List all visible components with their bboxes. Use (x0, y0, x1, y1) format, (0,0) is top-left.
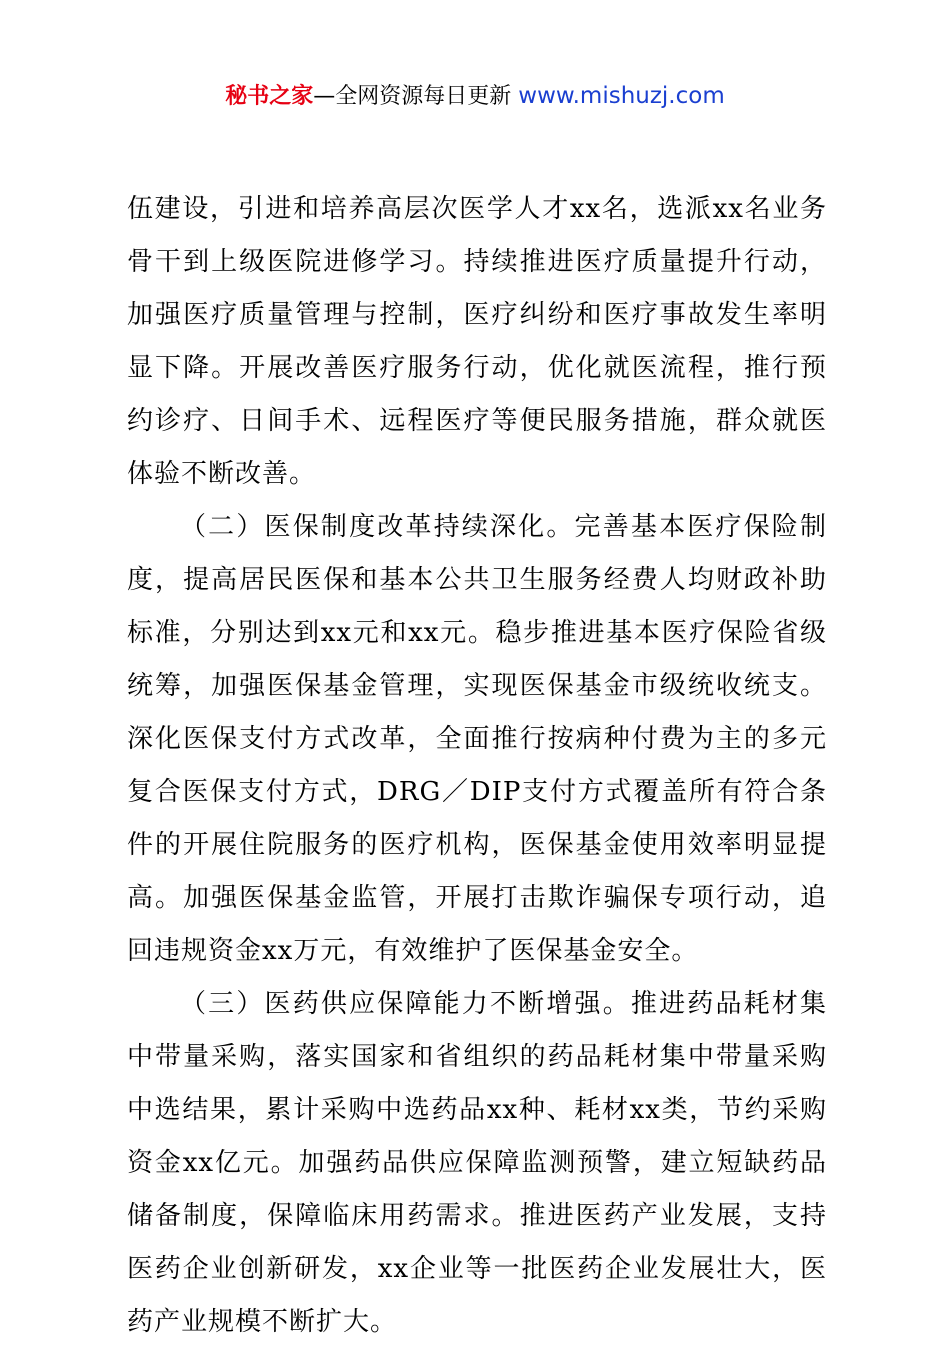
paragraph-section-3: （三）医药供应保障能力不断增强。推进药品耗材集中带量采购，落实国家和省组织的药品耗材集中带量采购中选结果，累计采购中选药品xx种、耗材xx类，节约采购资金xx亿元。加强药品供应保障监测预警，建立短缺药品储备制度，保障临床用药需求。推进医药产业发展，支持医药企业创新研发，xx企业等一批医药企业发展壮大，医药产业规模不断扩大。 (127, 989, 827, 1337)
paragraph-continuation: 伍建设，引进和培养高层次医学人才xx名，选派xx名业务骨干到上级医院进修学习。持续推进医疗质量提升行动，加强医疗质量管理与控制，医疗纠纷和医疗事故发生率明显下降。开展改善医疗服务行动，优化就医流程，推行预约诊疗、日间手术、远程医疗等便民服务措施，群众就医体验不断改善。 (127, 194, 827, 489)
document-body (127, 183, 827, 1349)
paragraph-section-2: （二）医保制度改革持续深化。完善基本医疗保险制度，提高居民医保和基本公共卫生服务经费人均财政补助标准，分别达到xx元和xx元。稳步推进基本医疗保险省级统筹，加强医保基金管理，实现医保基金市级统收统支。深化医保支付方式改革，全面推行按病种付费为主的多元复合医保支付方式，DRG／DIP支付方式覆盖所有符合条件的开展住院服务的医疗机构，医保基金使用效率明显提高。加强医保基金监管，开展打击欺诈骗保专项行动，追回违规资金xx万元，有效维护了医保基金安全。 (127, 512, 827, 966)
site-header (0, 80, 950, 113)
site-tagline: —全网资源每日更新 (313, 84, 512, 109)
site-url-link[interactable]: www.mishuzj.com (518, 83, 725, 109)
site-brand: 秘书之家 (225, 84, 314, 109)
